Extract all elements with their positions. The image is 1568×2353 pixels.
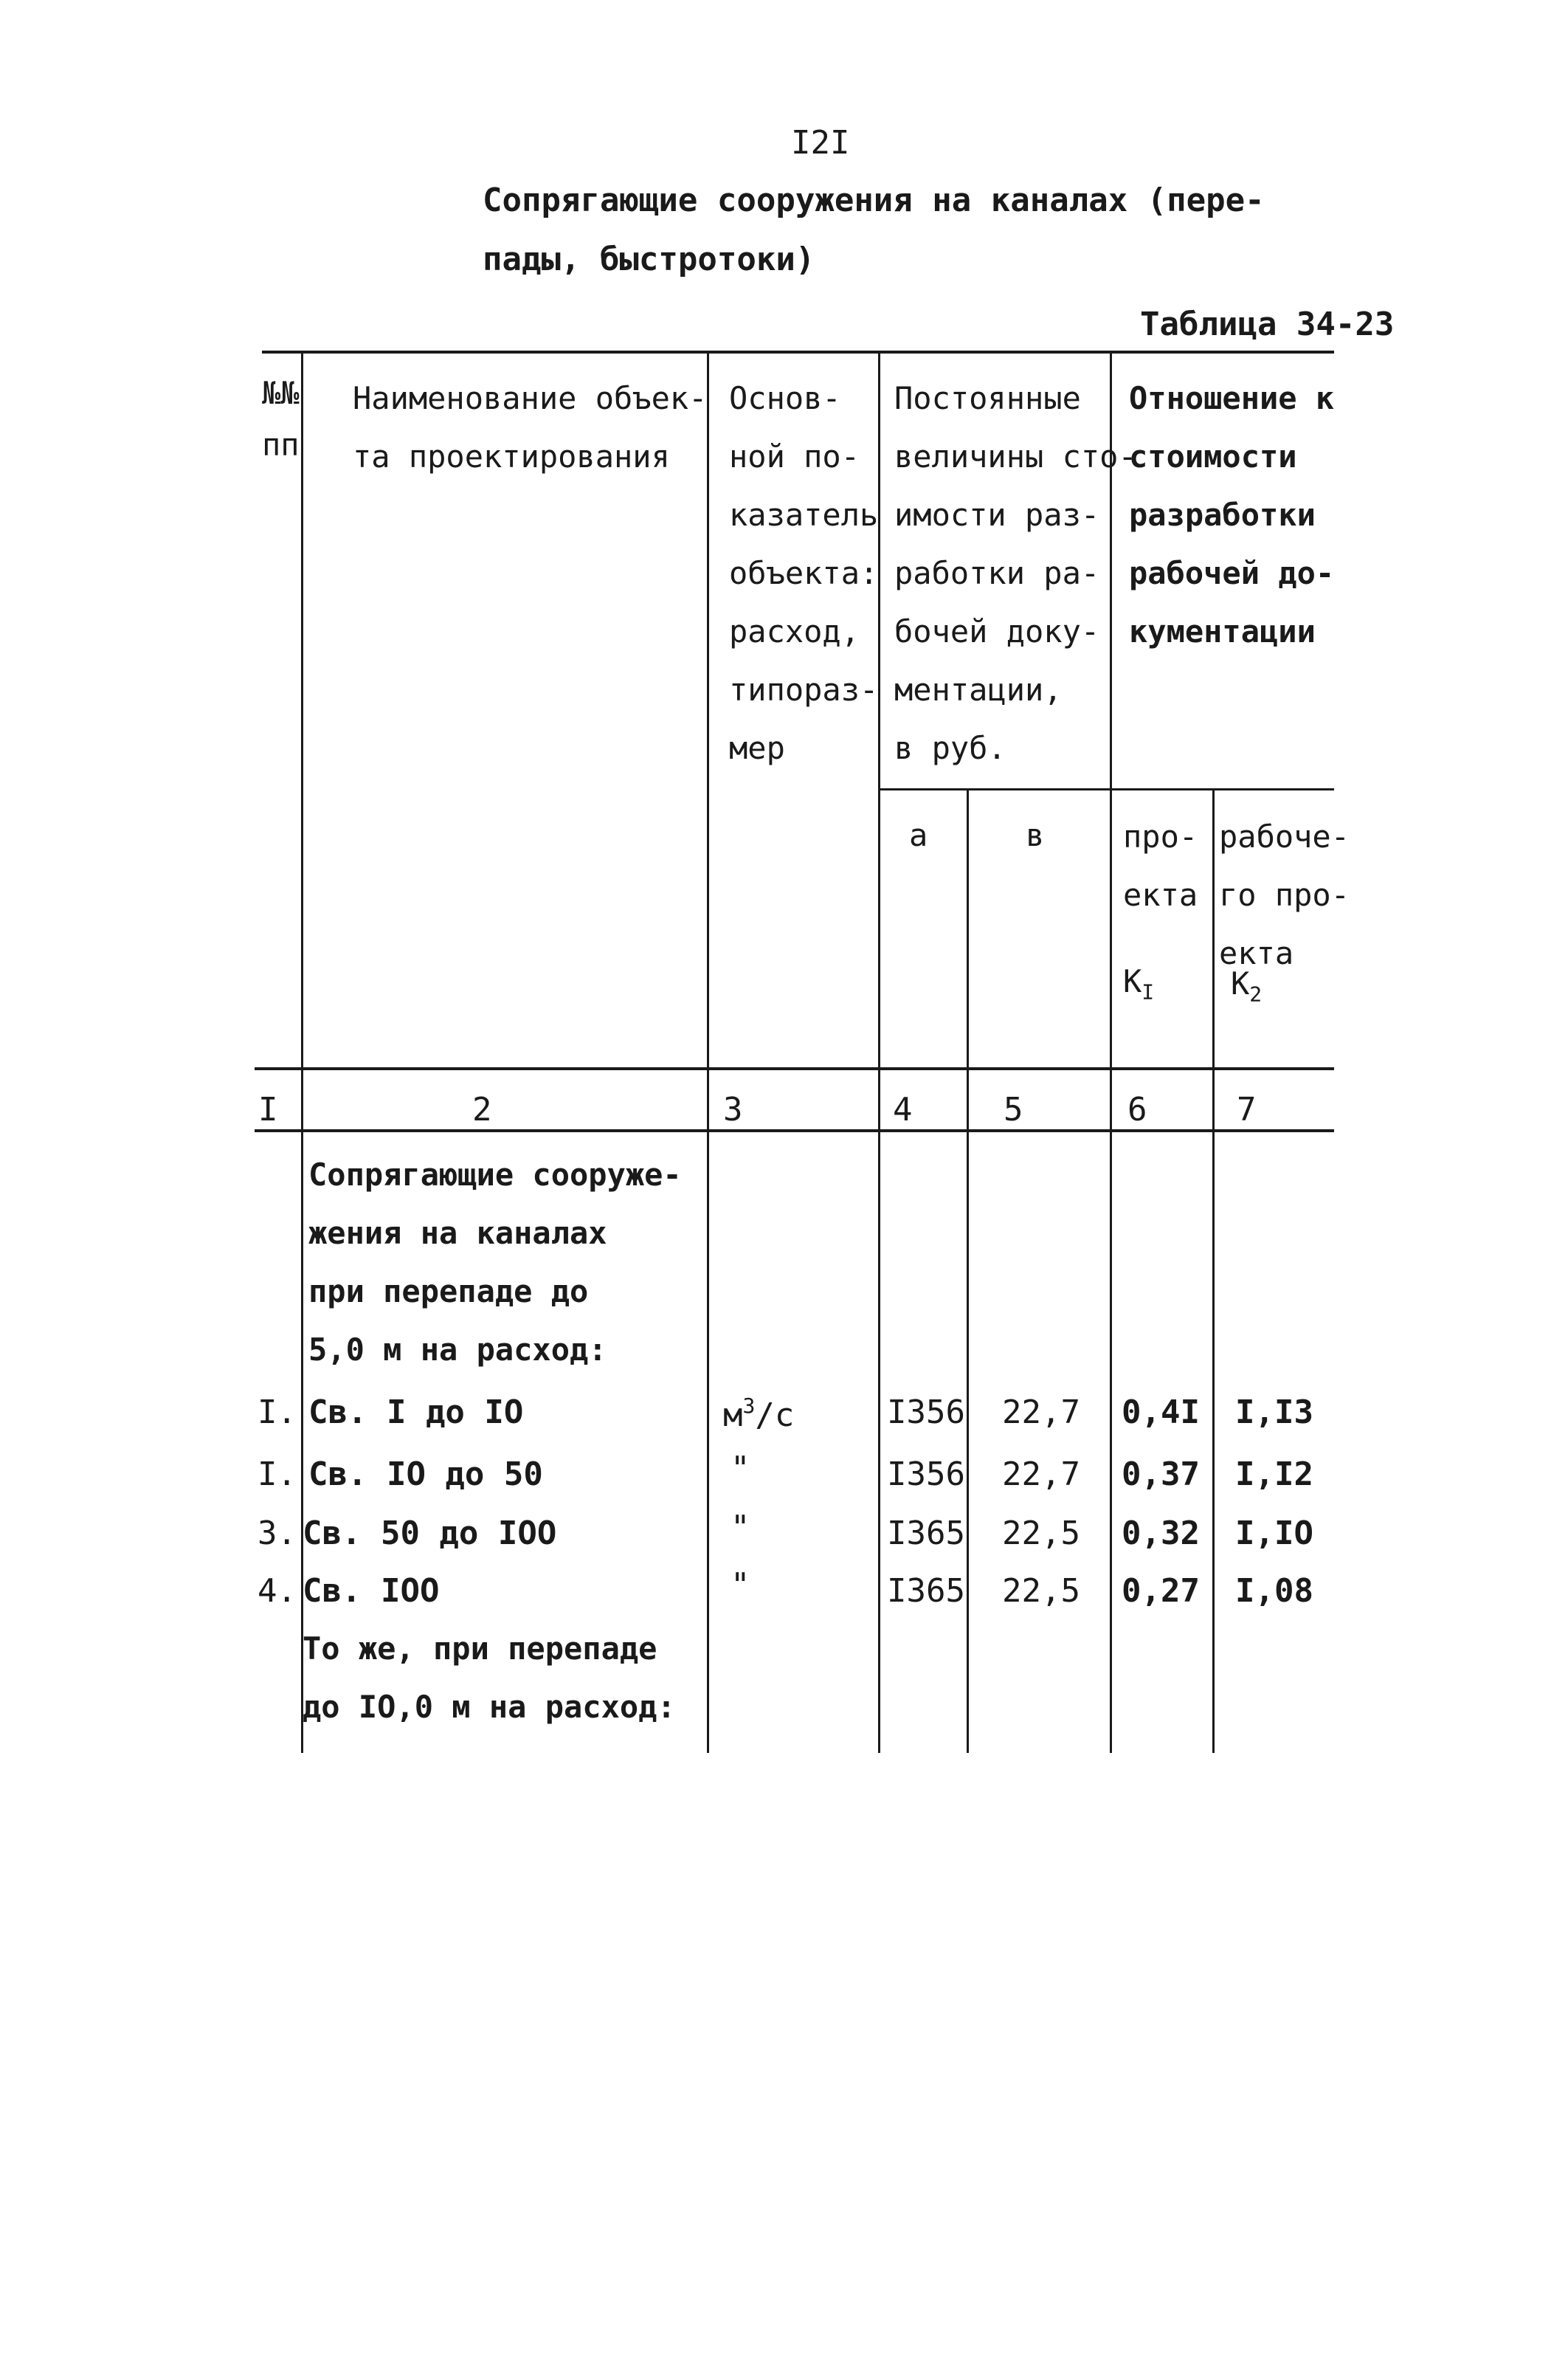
header-col1-line: пп xyxy=(262,427,300,463)
column-number: 2 xyxy=(472,1091,492,1129)
subheader-k1 xyxy=(1123,807,1198,1021)
header-line: работки ра- xyxy=(894,555,1100,591)
row-unit: " xyxy=(731,1566,750,1604)
k1-letter: К xyxy=(1123,963,1142,999)
header-line: ной по- xyxy=(729,438,860,475)
header-line: стоимости xyxy=(1129,438,1297,475)
header-constant-values xyxy=(894,369,1137,777)
header-line: типораз- xyxy=(729,672,879,708)
header-line: кументации xyxy=(1129,613,1316,650)
header-line: Основ- xyxy=(729,380,841,416)
section-line: до IO,0 м на расход: xyxy=(303,1689,676,1725)
header-line: расход, xyxy=(729,613,860,650)
row-number: I. xyxy=(258,1455,297,1493)
rule-v3 xyxy=(878,351,880,1753)
section-line: жения на каналах xyxy=(308,1215,607,1251)
header-line: разработки xyxy=(1129,497,1316,533)
header-line: бочей доку- xyxy=(894,613,1100,650)
row-name: Св. I до IO xyxy=(308,1393,524,1431)
unit-tail: /с xyxy=(755,1396,795,1434)
row-value-b: 22,5 xyxy=(1002,1515,1080,1552)
row-value-b: 22,7 xyxy=(1002,1393,1080,1431)
row-value-k1: 0,27 xyxy=(1122,1572,1200,1610)
row-value-k2: I,I2 xyxy=(1235,1455,1313,1493)
column-number: 4 xyxy=(893,1091,913,1129)
column-number: 3 xyxy=(723,1091,743,1129)
header-line: го про- xyxy=(1219,877,1350,913)
header-line: про- xyxy=(1123,819,1198,855)
section-heading-10m xyxy=(303,1619,676,1736)
rule-v4 xyxy=(967,788,969,1753)
header-line: та проектирования xyxy=(353,438,670,475)
rule-header-bottom xyxy=(255,1067,1334,1070)
row-name: Св. 50 до IOO xyxy=(303,1515,557,1552)
header-line: рабоче- xyxy=(1219,819,1350,855)
column-number: 7 xyxy=(1237,1091,1257,1129)
header-line: казатель xyxy=(729,497,879,533)
row-value-a: I356 xyxy=(887,1393,965,1431)
k2-index: 2 xyxy=(1249,982,1263,1007)
row-value-a: I356 xyxy=(887,1455,965,1493)
row-number: I. xyxy=(258,1393,297,1431)
rule-v2 xyxy=(707,351,709,1753)
row-value-k2: I,I3 xyxy=(1235,1393,1313,1431)
column-number: I xyxy=(258,1091,278,1129)
header-line: Отношение к xyxy=(1129,380,1335,416)
subheader-a: а xyxy=(909,817,928,853)
row-value-a: I365 xyxy=(887,1572,965,1610)
table-title-line-1: Сопрягающие сооружения на каналах (пере- xyxy=(483,182,1265,219)
table-title-line-2: пады, быстротоки) xyxy=(483,241,815,278)
header-line: имости раз- xyxy=(894,497,1100,533)
row-number: 4. xyxy=(258,1572,297,1610)
subheader-b: в xyxy=(1026,817,1045,853)
header-line: Наименование объек- xyxy=(353,380,708,416)
row-value-k1: 0,32 xyxy=(1122,1515,1200,1552)
row-value-k1: 0,37 xyxy=(1122,1455,1200,1493)
row-number: 3. xyxy=(258,1515,297,1552)
table-label: Таблица 34-23 xyxy=(1140,306,1395,343)
section-heading-5m xyxy=(308,1146,682,1379)
header-line: рабочей до- xyxy=(1129,555,1335,591)
row-name: Св. IOO xyxy=(303,1572,440,1610)
section-line: Сопрягающие сооруже- xyxy=(308,1157,682,1193)
section-line: при перепаде до xyxy=(308,1273,589,1309)
unit-exponent: 3 xyxy=(742,1393,756,1418)
unit-base: м xyxy=(723,1396,743,1434)
k2-letter: К xyxy=(1231,965,1250,1002)
k1-index: I xyxy=(1142,979,1155,1005)
header-line: в руб. xyxy=(894,730,1006,766)
k1-symbol xyxy=(1123,952,1198,1021)
row-unit xyxy=(723,1393,794,1434)
header-line: мер xyxy=(729,730,785,766)
header-line: екта xyxy=(1219,935,1294,971)
column-number: 6 xyxy=(1127,1091,1147,1129)
section-line: То же, при перепаде xyxy=(303,1630,657,1667)
row-value-b: 22,7 xyxy=(1002,1455,1080,1493)
row-value-k2: I,IO xyxy=(1235,1515,1313,1552)
subheader-k2 xyxy=(1219,807,1350,1023)
row-value-k1: 0,4I xyxy=(1122,1393,1200,1431)
header-line: екта xyxy=(1123,877,1198,913)
page-number: I2I xyxy=(791,124,850,162)
column-number: 5 xyxy=(1004,1091,1023,1129)
header-cost-ratio xyxy=(1129,369,1334,661)
row-value-a: I365 xyxy=(887,1515,965,1552)
row-value-b: 22,5 xyxy=(1002,1572,1080,1610)
section-line: 5,0 м на расход: xyxy=(308,1331,607,1368)
header-col1-line: №№ xyxy=(262,375,300,411)
header-col1 xyxy=(262,368,300,471)
row-unit: " xyxy=(731,1509,750,1546)
rule-top xyxy=(262,351,1334,354)
header-object-name xyxy=(353,369,707,486)
row-name: Св. IO до 50 xyxy=(308,1455,543,1493)
header-line: величины сто- xyxy=(894,438,1137,475)
header-main-indicator xyxy=(729,369,878,777)
header-line: ментации, xyxy=(894,672,1063,708)
rule-colnum-bottom xyxy=(255,1129,1334,1132)
header-line: Постоянные xyxy=(894,380,1081,416)
header-line: объекта: xyxy=(729,555,879,591)
row-unit: " xyxy=(731,1450,750,1487)
rule-v6 xyxy=(1212,788,1215,1753)
row-value-k2: I,08 xyxy=(1235,1572,1313,1610)
rule-subheader xyxy=(878,788,1334,790)
